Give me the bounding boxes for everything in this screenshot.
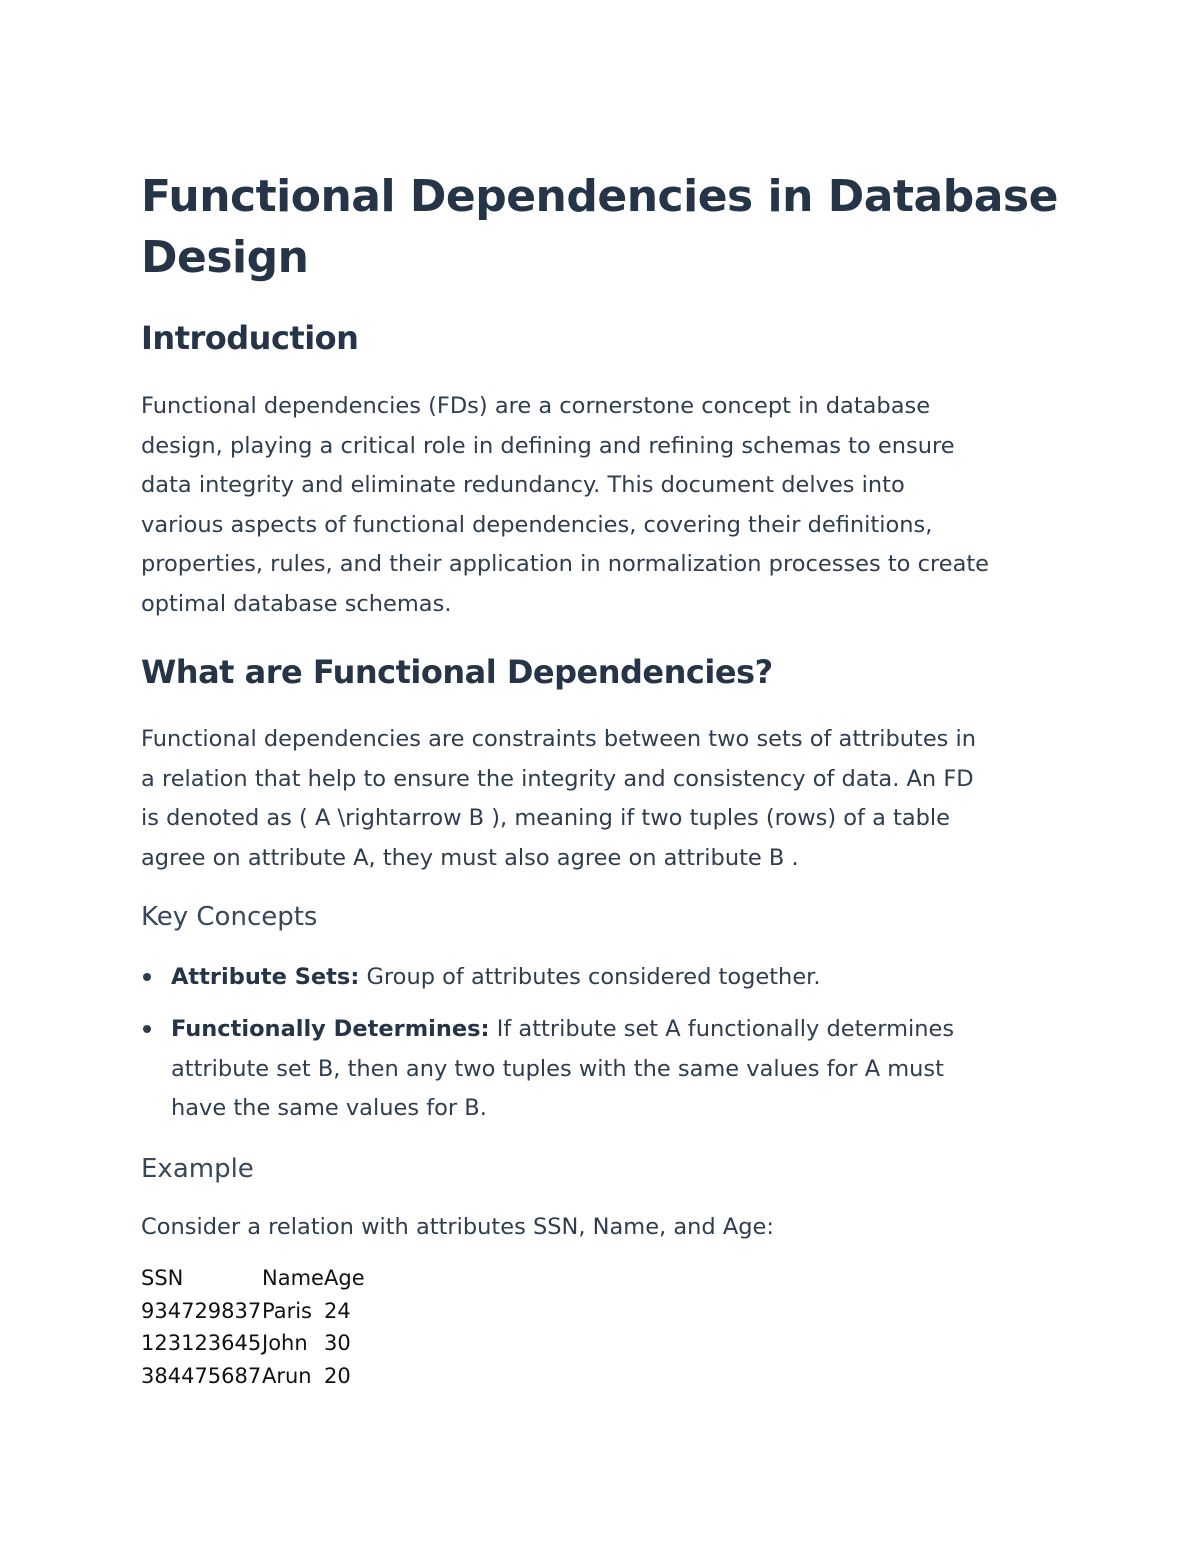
list-item-term: Functionally Determines: — [171, 1016, 490, 1042]
example-paragraph — [141, 1208, 1081, 1248]
what-are-fds-heading: What are Functional Dependencies? — [141, 653, 773, 691]
paragraph-line: is denoted as ( A \rightarrow B ), meaning if two tuples (rows) of a table — [141, 805, 951, 832]
example-table — [141, 1262, 365, 1392]
paragraph-line: agree on attribute A, they must also agree on attribute B . — [141, 844, 799, 871]
list-item-description: have the same values for B. — [171, 1095, 487, 1122]
paragraph-line: design, playing a critical role in defining and refining schemas to ensure — [141, 432, 955, 459]
table-cell: Arun — [262, 1363, 312, 1388]
list-item-description: attribute set B, then any two tuples with the same values for A must — [171, 1055, 944, 1082]
table-row — [141, 1360, 365, 1393]
table-header-cell: Name — [262, 1266, 324, 1290]
key-concepts-heading: Key Concepts — [141, 902, 318, 932]
paragraph-line: optimal database schemas. — [141, 590, 452, 617]
table-row — [141, 1327, 365, 1360]
paragraph-line: Functional dependencies (FDs) are a cornerstone concept in database — [141, 393, 931, 419]
bullet-icon — [143, 973, 151, 981]
title-line: Design — [141, 232, 309, 283]
paragraph-line: various aspects of functional dependencies, covering their definitions, — [141, 511, 933, 538]
table-header-cell: SSN — [141, 1266, 184, 1290]
table-cell: 30 — [324, 1331, 351, 1355]
bullet-icon — [143, 1025, 151, 1033]
table-cell: 934729837 — [141, 1298, 262, 1323]
paragraph-line: data integrity and eliminate redundancy. This document delves into — [141, 472, 905, 499]
what-are-fds-paragraph — [141, 720, 1081, 878]
title-line: Functional Dependencies in Database — [141, 171, 1058, 222]
paragraph-line: properties, rules, and their application in normalization processes to create — [141, 551, 990, 578]
paragraph-line: a relation that help to ensure the integrity and consistency of data. An FD — [141, 765, 974, 792]
table-cell: 20 — [324, 1363, 351, 1388]
table-header-row — [141, 1262, 365, 1295]
table-cell: 24 — [324, 1298, 351, 1323]
table-cell: 123123645 — [141, 1331, 262, 1355]
paragraph-line: Functional dependencies are constraints between two sets of attributes in — [141, 726, 977, 752]
list-item-text — [171, 958, 1051, 998]
list-item-text — [171, 1010, 1051, 1129]
list-item-description: If attribute set A functionally determines — [496, 1016, 955, 1042]
table-header-cell: Age — [324, 1266, 365, 1290]
table-row — [141, 1295, 365, 1328]
introduction-paragraph — [141, 387, 1081, 625]
paragraph-line: Consider a relation with attributes SSN, Name, and Age: — [141, 1214, 774, 1240]
table-cell: Paris — [262, 1298, 312, 1323]
list-item-description: Group of attributes considered together. — [366, 964, 821, 990]
table-cell: 384475687 — [141, 1363, 262, 1388]
introduction-heading: Introduction — [141, 319, 359, 357]
example-heading: Example — [141, 1154, 254, 1184]
table-cell: John — [262, 1331, 308, 1355]
list-item-term: Attribute Sets: — [171, 964, 360, 990]
document-title — [141, 166, 1061, 288]
